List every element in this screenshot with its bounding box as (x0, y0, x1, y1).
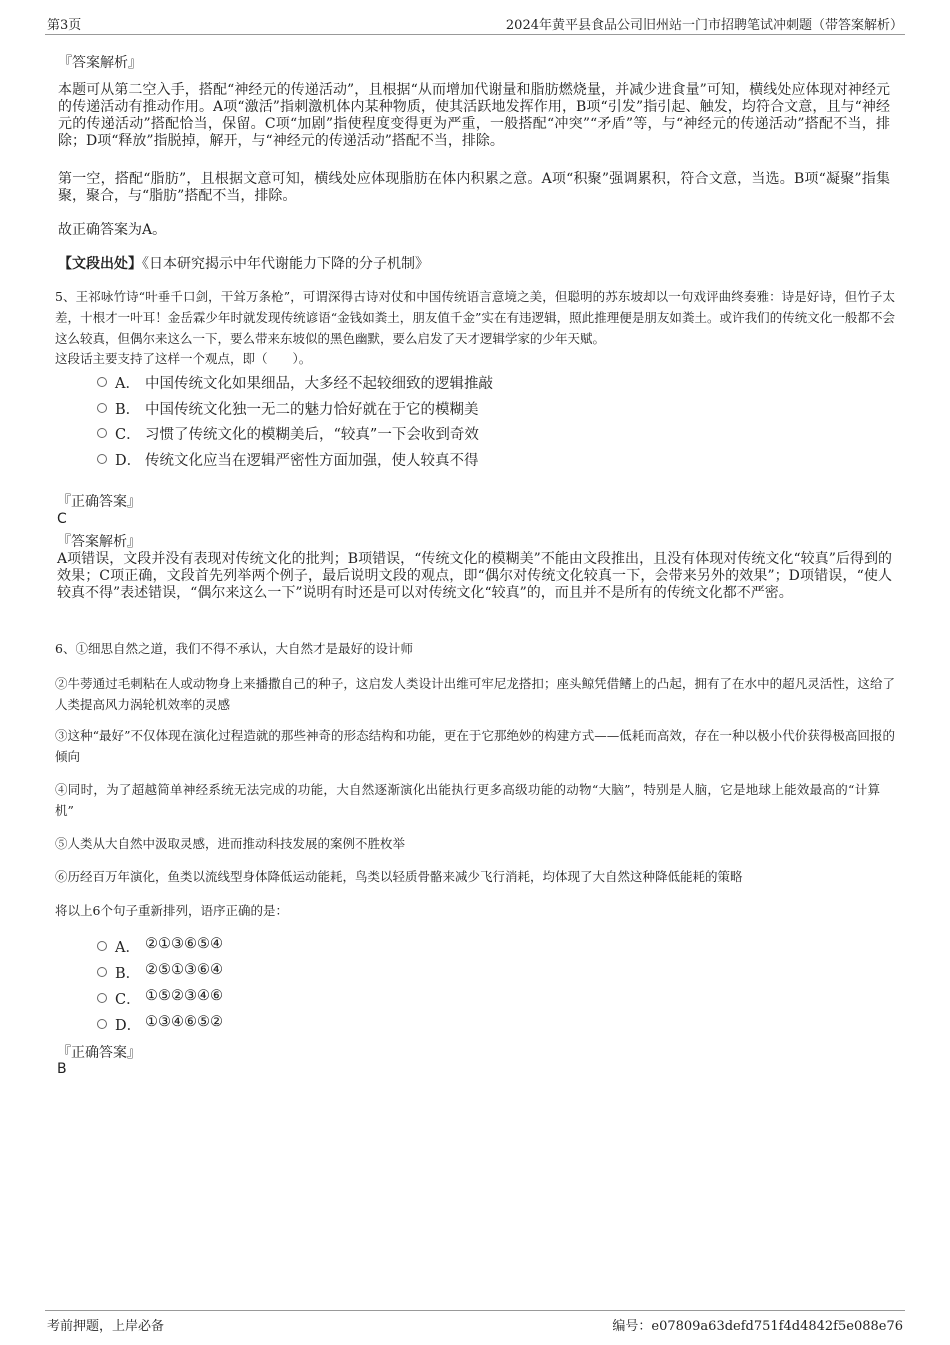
q5-analysis-label: 『答案解析』 (57, 534, 141, 550)
radio-icon[interactable] (97, 941, 107, 951)
option-letter: B． (115, 402, 141, 418)
q5-option-b[interactable] (97, 398, 597, 418)
source-title: 《日本研究揭示中年代谢能力下降的分子机制》 (142, 256, 429, 272)
q6-correct-label: 『正确答案』 (57, 1045, 141, 1061)
page-footer (45, 1310, 905, 1335)
q4-analysis-label: 『答案解析』 (58, 55, 142, 71)
q4-analysis-p1: 本题可从第二空入手，搭配“神经元的传递活动”，且根据“从而增加代谢量和脂肪燃烧量，并减少进食量”可知，横线处应体现对神经元的传递活动有推动作用。A项“激活”指刺激机体内某种物质，使其活跃地发挥作用，B项“引发”指引起、触发，均符合文意，且与“神经元的传递活动”搭配恰当，保留。C项“加剧”指使程度变得更为严重，一般搭配“冲突”“矛盾”等，与“神经元的传递活动”搭配不当，排除；D项“释放”指脱掉，解开，与“神经元的传递活动”搭配不当，排除。 (58, 82, 890, 149)
radio-icon[interactable] (97, 377, 107, 387)
option-text: ②①③⑥⑤④ (145, 936, 223, 952)
option-text: 习惯了传统文化的模糊美后，“较真”一下会收到奇效 (145, 427, 479, 443)
q4-analysis-p2: 第一空，搭配“脂肪”，且根据文意可知，横线处应体现脂肪在体内积累之意。A项“积聚”强调累积，符合文意，当选。B项“凝聚”指集聚，聚合，与“脂肪”搭配不当，排除。 (58, 171, 890, 204)
radio-icon[interactable] (97, 454, 107, 464)
option-text: ①⑤②③④⑥ (145, 988, 223, 1004)
q6-sentence-5: ⑤人类从大自然中汲取灵感，进而推动科技发展的案例不胜枚举 (55, 836, 406, 851)
document-id: 编号：e07809a63defd751f4d4842f5e088e76 (612, 1319, 903, 1334)
option-text: ②⑤①③⑥④ (145, 962, 223, 978)
q6-sentence-4: ④同时，为了超越简单神经系统无法完成的功能，大自然逐渐演化出能执行更多高级功能的动物“大脑”，特别是人脑，它是地球上能效最高的“计算机” (55, 782, 880, 818)
option-letter: D． (115, 453, 142, 469)
q6-option-c[interactable] (97, 988, 397, 1008)
option-text: 传统文化应当在逻辑严密性方面加强，使人较真不得 (145, 453, 479, 469)
q6-correct-answer: B (57, 1061, 67, 1077)
q5-stem: 5、王祁咏竹诗“叶垂千口剑，干耸万条枪”，可谓深得古诗对仗和中国传统语言意境之美，但聪明的苏东坡却以一句戏评曲终奏雅：诗是好诗，但竹子太差，十根才一叶耳！金岳霖少年时就发现传统谚语“金钱如粪土，朋友值千金”实在有违逻辑，照此推理便是朋友如粪土。或许我们的传统文化一般都不会这么较真，但偶尔来这么一下，要么带来东坡似的黑色幽默，要么启发了天才逻辑学家的少年天赋。 (55, 289, 895, 346)
q5-option-a[interactable] (97, 372, 597, 392)
q5-option-d[interactable] (97, 449, 597, 469)
page-header (45, 14, 905, 35)
radio-icon[interactable] (97, 403, 107, 413)
radio-icon[interactable] (97, 967, 107, 977)
option-letter: A． (115, 376, 140, 392)
option-text: 中国传统文化独一无二的魅力恰好就在于它的模糊美 (145, 402, 479, 418)
q6-option-a[interactable] (97, 936, 397, 956)
q6-option-b[interactable] (97, 962, 397, 982)
option-letter: C． (115, 992, 141, 1008)
option-letter: B． (115, 966, 141, 982)
option-text: ①③④⑥⑤② (145, 1014, 223, 1030)
q4-source (58, 256, 429, 273)
q6-sentence-2: ②牛蒡通过毛刺粘在人或动物身上来播撒自己的种子，这启发人类设计出维可牢尼龙搭扣；座头鲸凭借鳍上的凸起，拥有了在水中的超凡灵活性，这给了人类提高风力涡轮机效率的灵感 (55, 676, 895, 712)
q6-sentence-3: ③这种“最好”不仅体现在演化过程造就的那些神奇的形态结构和功能，更在于它那绝妙的构建方式——低耗而高效，存在一种以极小代价获得极高回报的倾向 (55, 728, 895, 764)
q5-option-c[interactable] (97, 423, 597, 443)
source-label: 【文段出处】 (58, 256, 142, 272)
q6-option-d[interactable] (97, 1014, 397, 1034)
q6-question: 将以上6个句子重新排列，语序正确的是： (55, 903, 288, 918)
option-letter: A． (115, 940, 140, 956)
radio-icon[interactable] (97, 428, 107, 438)
q4-conclusion: 故正确答案为A。 (58, 222, 167, 238)
page-number: 第3页 (47, 18, 82, 33)
footer-slogan: 考前押题，上岸必备 (47, 1319, 165, 1334)
q6-sentence-6: ⑥历经百万年演化，鱼类以流线型身体降低运动能耗，鸟类以轻质骨骼来减少飞行消耗，均体现了大自然这种降低能耗的策略 (55, 869, 743, 884)
q5-correct-answer: C (57, 511, 67, 527)
option-letter: D． (115, 1018, 142, 1034)
q5-analysis: A项错误，文段并没有表现对传统文化的批判；B项错误，“传统文化的模糊美”不能由文段推出，且没有体现对传统文化“较真”后得到的效果；C项正确，文段首先列举两个例子，最后说明文段的观点，即“偶尔对传统文化较真一下，会带来另外的效果”；D项错误，“使人较真不得”表述错误，“偶尔来这么一下”说明有时还是可以对传统文化“较真”的，而且并不是所有的传统文化都不严密。 (57, 551, 892, 601)
q5-question: 这段话主要支持了这样一个观点，即（ ）。 (55, 351, 312, 366)
q6-sentence-1: 6、①细思自然之道，我们不得不承认，大自然才是最好的设计师 (55, 641, 413, 656)
radio-icon[interactable] (97, 993, 107, 1003)
option-text: 中国传统文化如果细品，大多经不起较细致的逻辑推敲 (145, 376, 493, 392)
option-letter: C． (115, 427, 141, 443)
q5-correct-label: 『正确答案』 (57, 494, 141, 510)
radio-icon[interactable] (97, 1019, 107, 1029)
document-title: 2024年黄平县食品公司旧州站一门市招聘笔试冲刺题（带答案解析） (505, 18, 903, 33)
